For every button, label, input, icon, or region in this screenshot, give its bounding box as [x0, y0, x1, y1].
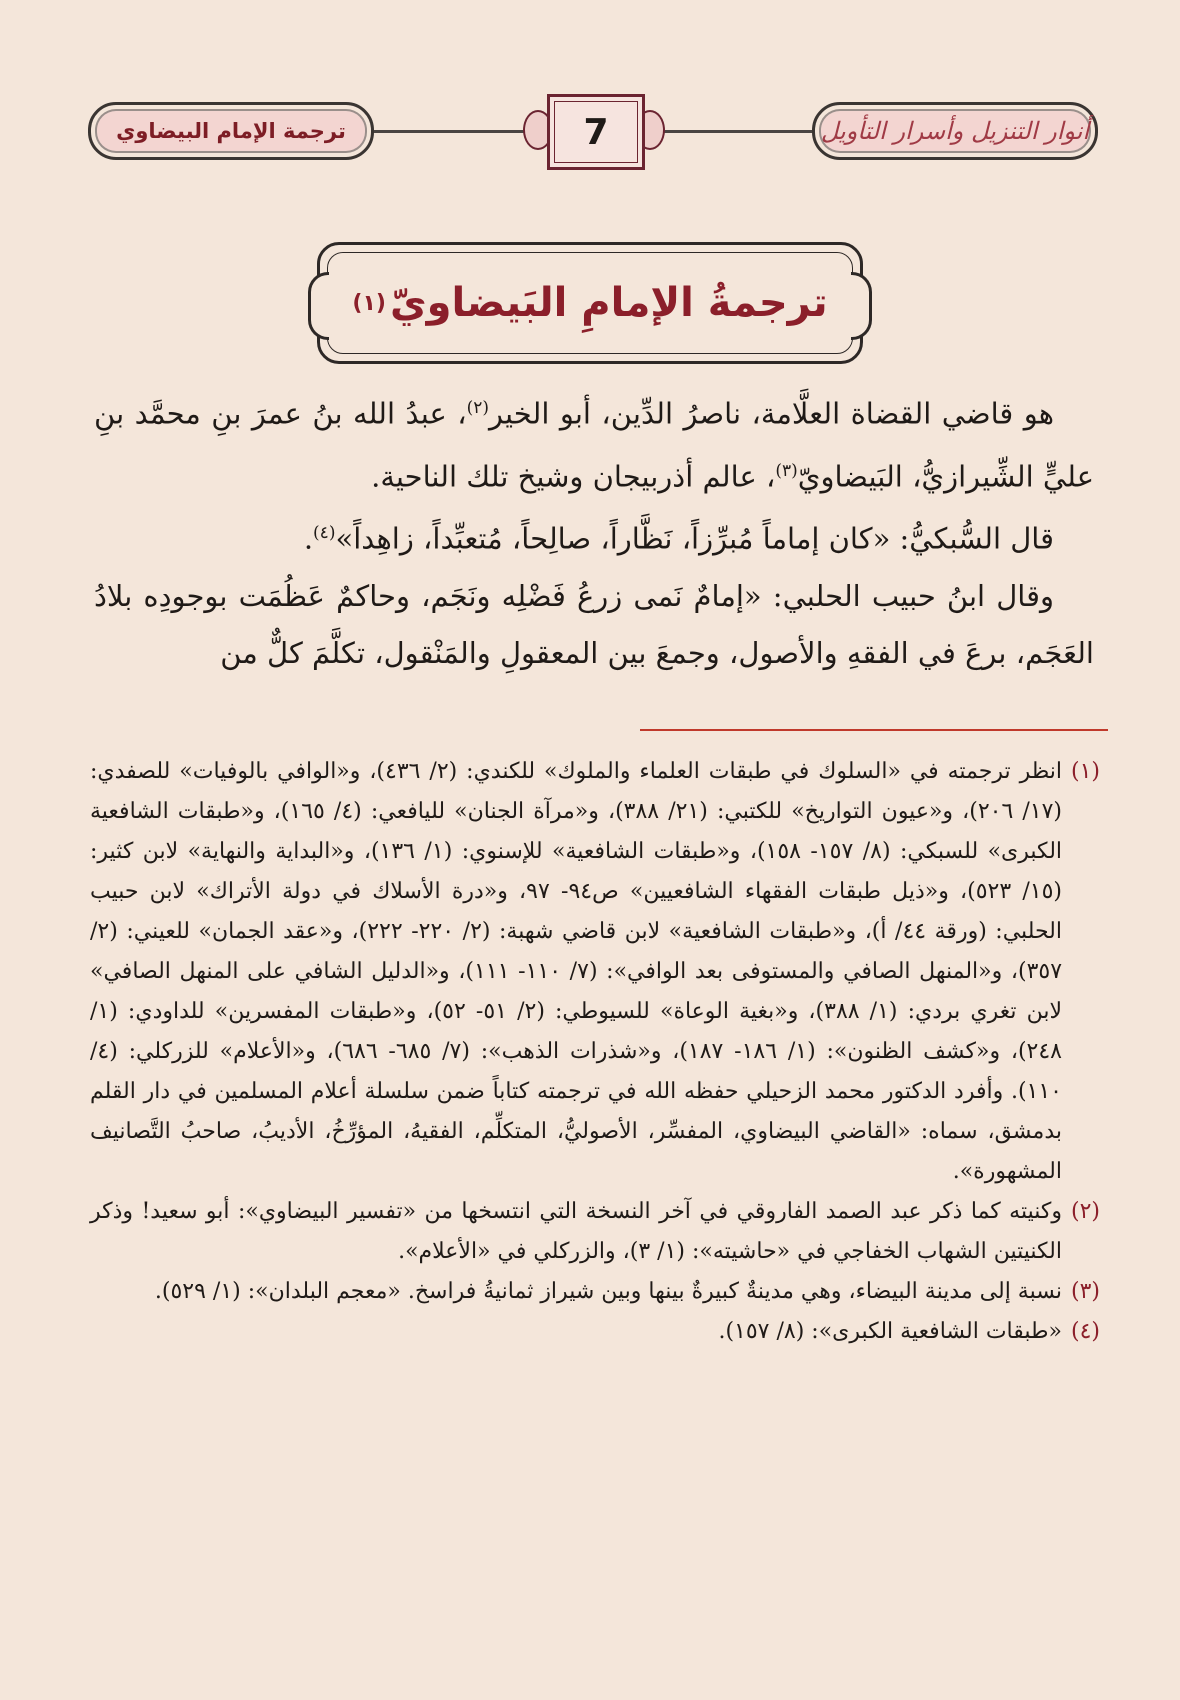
main-text — [94, 380, 1094, 682]
footnote-4-number: (٤) — [1070, 1319, 1100, 1344]
footnote-2-number: (٢) — [1070, 1199, 1100, 1224]
footnote-1 — [90, 752, 1100, 1192]
footnote-1-number: (١) — [1070, 759, 1100, 784]
chapter-title-text: ترجمةُ الإمامِ البَيضاويّ — [389, 280, 828, 326]
paragraph-1-start: هو قاضي القضاة العلَّامة، ناصرُ الدِّين، أبو الخير — [489, 396, 1054, 431]
footnote-2-text: وكنيته كما ذكر عبد الصمد الفاروقي في آخر النسخة التي انتسخها من «تفسير البيضاوي»: أبو سعيد! وذكر الكنيتين الشهاب الخفاجي في «حاشيته»: (١/ ٣)، والزركلي في «الأعلام». — [90, 1199, 1062, 1264]
paragraph-1-cont: ، عبدُ الله بنُ عمرَ بنِ محمَّد بنِ عليٍّ الشِّيرازيُّ، البَيضاويّ — [94, 396, 1094, 494]
footnote-3-number: (٣) — [1070, 1279, 1100, 1304]
footnote-4 — [90, 1312, 1100, 1352]
paragraph-2-text: قال السُّبكيُّ: «كان إماماً مُبرِّزاً، نَظَّاراً، صالِحاً، مُتعبِّداً، زاهِداً» — [335, 521, 1054, 556]
paragraph-1 — [94, 380, 1094, 505]
footnote-1-text: انظر ترجمته في «السلوك في طبقات العلماء والملوك» للكندي: (٢/ ٤٣٦)، و«الوافي بالوفيات» للصفدي: (١٧/ ٢٠٦)، و«عيون التواريخ» للكتبي: (٢١/ ٣٨٨)، و«مرآة الجنان» لليافعي: (٤/ ١٦٥)، و«طبقات الشافعية الكبرى» للسبكي: (٨/ ١٥٧- ١٥٨)، و«طبقات الشافعية» للإسنوي: (١/ ١٣٦)، و«البداية والنهاية» لابن كثير: (١٥/ ٥٢٣)، و«ذيل طبقات الفقهاء الشافعيين» ص٩٤- ٩٧، و«درة الأسلاك في دولة الأتراك» لابن حبيب الحلبي: (ورقة ٤٤/ أ)، و«طبقات الشافعية» لابن قاضي شهبة: (٢/ ٢٢٠- ٢٢٢)، و«عقد الجمان» للعيني: (٢/ ٣٥٧)، و«المنهل الصافي والمستوفى بعد الوافي»: (٧/ ١١٠- ١١١)، و«الدليل الشافي على المنهل الصافي» لابن تغري بردي: (١/ ٣٨٨)، و«بغية الوعاة» للسيوطي: (٢/ ٥١- ٥٢)، و«طبقات المفسرين» للداودي: (١/ ٢٤٨)، و«كشف الظنون»: (١/ ١٨٦- ١٨٧)، و«شذرات الذهب»: (٧/ ٦٨٥- ٦٨٦)، و«الأعلام» للزركلي: (٤/ ١١٠). وأفرد الدكتور محمد الزحيلي حفظه الله في ترجمته كتاباً ضمن سلسلة أعلام المسلمين في دار القلم بدمشق، سماه: «القاضي البيضاوي، المفسِّر، الأصوليُّ، المتكلِّم، الفقيهُ، المؤرِّخُ، الأديبُ، صاحبُ التَّصانيف المشهورة». — [90, 759, 1063, 1184]
paragraph-3: وقال ابنُ حبيب الحلبي: «إمامٌ نَمى زرعُ فَضْلِه ونَجَم، وحاكمٌ عَظُمَت بوجودِه بلادُ العَجَم، برعَ في الفقهِ والأصول، وجمعَ بين المعقولِ والمَنْقول، تكلَّمَ كلٌّ من — [94, 578, 1094, 670]
paragraph-1-end: ، عالم أذربيجان وشيخ تلك الناحية. — [371, 459, 776, 494]
page-number: 7 — [583, 111, 609, 153]
paragraph-2 — [94, 505, 1094, 568]
footnote-marker-3: (٣) — [775, 460, 798, 481]
book-title: أنوار التنزيل وأسرار التأويل — [820, 117, 1090, 145]
section-title: ترجمة الإمام البيضاوي — [116, 119, 346, 143]
footnote-4-text: «طبقات الشافعية الكبرى»: (٨/ ١٥٧). — [718, 1319, 1062, 1344]
book-title-badge — [812, 102, 1098, 160]
chapter-title-box — [317, 242, 863, 364]
footnote-marker-4: (٤) — [313, 523, 336, 544]
footnote-3 — [90, 1272, 1100, 1312]
chapter-title — [317, 242, 863, 364]
running-header — [88, 92, 1098, 170]
footnote-3-text: نسبة إلى مدينة البيضاء، وهي مدينةٌ كبيرةٌ بينها وبين شيراز ثمانيةُ فراسخ. «معجم البلدان»: (١/ ٥٢٩). — [154, 1279, 1062, 1304]
footnote-2 — [90, 1192, 1100, 1272]
section-title-badge — [88, 102, 374, 160]
chapter-footnote-marker: (١) — [352, 290, 386, 316]
footnote-separator — [640, 729, 1108, 731]
footnotes — [90, 752, 1100, 1352]
paragraph-2-end: . — [303, 521, 314, 556]
page-number-ornament — [523, 92, 665, 170]
footnote-marker-2: (٢) — [466, 398, 490, 418]
